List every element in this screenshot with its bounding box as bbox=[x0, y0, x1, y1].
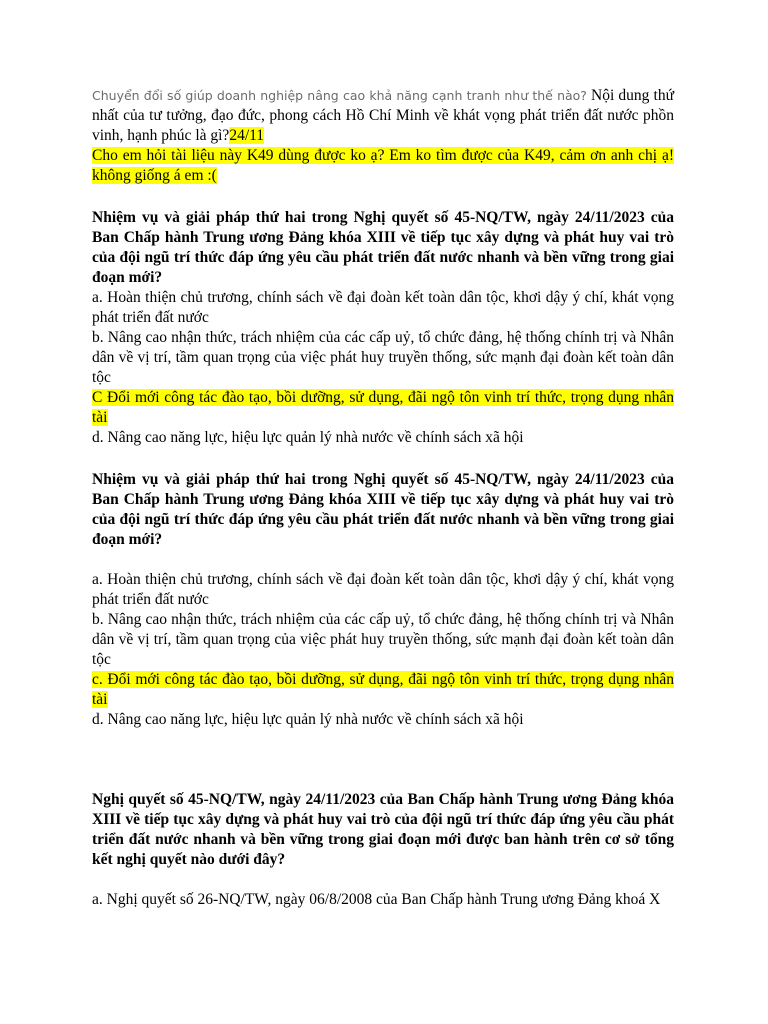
document-page bbox=[92, 86, 674, 910]
question-1: Nhiệm vụ và giải pháp thứ hai trong Nghị quyết số 45-NQ/TW, ngày 24/11/2023 của Ban Chấp hành Trung ương Đảng khóa XIII về tiếp tục xây dựng và phát huy vai trò của đội ngũ trí thức đáp ứng yêu cầu phát triển đất nước nhanh và bền vững trong giai đoạn mới? bbox=[92, 209, 674, 286]
question-3: Nghị quyết số 45-NQ/TW, ngày 24/11/2023 của Ban Chấp hành Trung ương Đảng khóa XIII về tiếp tục xây dựng và phát huy vai trò của đội ngũ trí thức đáp ứng yêu cầu phát triển đất nước nhanh và bền vững trong giai đoạn mới được ban hành trên cơ sở tổng kết nghị quyết nào dưới đây? bbox=[92, 791, 674, 868]
question-2-option-b: b. Nâng cao nhận thức, trách nhiệm của các cấp uỷ, tổ chức đảng, hệ thống chính trị và Nhân dân về vị trí, tầm quan trọng của việc phát huy truyền thống, sức mạnh đại đoàn kết toàn dân tộc bbox=[92, 611, 674, 668]
question-1-option-d: d. Nâng cao năng lực, hiệu lực quản lý nhà nước về chính sách xã hội bbox=[92, 429, 524, 446]
question-1-option-b: b. Nâng cao nhận thức, trách nhiệm của các cấp uỷ, tổ chức đảng, hệ thống chính trị và Nhân dân về vị trí, tầm quan trọng của việc phát huy truyền thống, sức mạnh đại đoàn kết toàn dân tộc bbox=[92, 329, 674, 386]
intro-note-text: Cho em hỏi tài liệu này K49 dùng được ko ạ? Em ko tìm được của K49, cảm ơn anh chị ạ! không giống á em :( bbox=[92, 147, 674, 184]
question-2-option-d: d. Nâng cao năng lực, hiệu lực quản lý nhà nước về chính sách xã hội bbox=[92, 711, 524, 728]
intro-paragraph bbox=[92, 86, 674, 146]
question-2-option-c-text: c. Đổi mới công tác đào tạo, bồi dưỡng, sử dụng, đãi ngộ tôn vinh trí thức, trọng dụng nhân tài bbox=[92, 671, 674, 708]
question-2-option-a: a. Hoàn thiện chủ trương, chính sách về đại đoàn kết toàn dân tộc, khơi dậy ý chí, khát vọng phát triển đất nước bbox=[92, 571, 674, 608]
question-2-option-c bbox=[92, 670, 674, 710]
intro-question-text: Nội dung thứ nhất của tư tưởng, đạo đức, phong cách Hồ Chí Minh về khát vọng phát triển đất nước phồn vinh, hạnh phúc là gì? bbox=[92, 87, 674, 144]
question-1-option-c-text: C Đổi mới công tác đào tạo, bồi dưỡng, sử dụng, đãi ngộ tôn vinh trí thức, trọng dụng nhân tài bbox=[92, 389, 674, 426]
question-2: Nhiệm vụ và giải pháp thứ hai trong Nghị quyết số 45-NQ/TW, ngày 24/11/2023 của Ban Chấp hành Trung ương Đảng khóa XIII về tiếp tục xây dựng và phát huy vai trò của đội ngũ trí thức đáp ứng yêu cầu phát triển đất nước nhanh và bền vững trong giai đoạn mới? bbox=[92, 471, 674, 548]
intro-date-tag: 24/11 bbox=[229, 127, 265, 144]
question-1-option-c bbox=[92, 388, 674, 428]
question-1-option-a: a. Hoàn thiện chủ trương, chính sách về đại đoàn kết toàn dân tộc, khơi dậy ý chí, khát vọng phát triển đất nước bbox=[92, 289, 674, 326]
intro-grey-text: Chuyển đổi số giúp doanh nghiệp nâng cao khả năng cạnh tranh như thế nào? bbox=[92, 88, 587, 103]
question-3-option-a: a. Nghị quyết số 26-NQ/TW, ngày 06/8/2008 của Ban Chấp hành Trung ương Đảng khoá X bbox=[92, 891, 661, 908]
intro-note bbox=[92, 146, 674, 186]
